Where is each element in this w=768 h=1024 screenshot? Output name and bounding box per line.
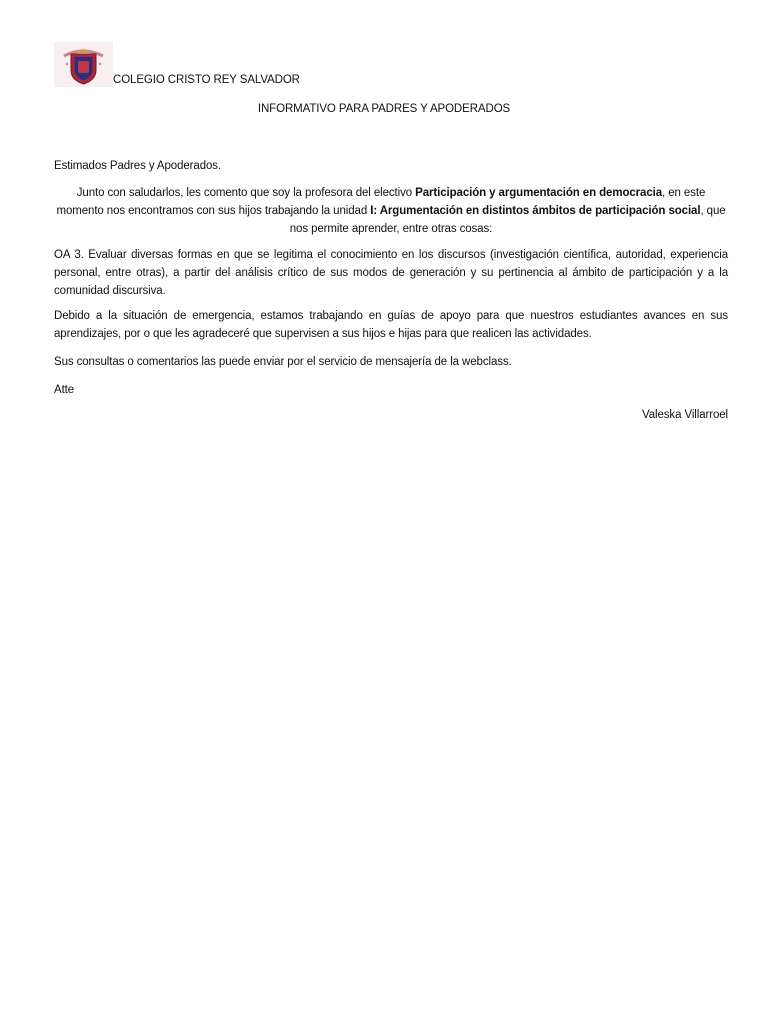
elective-name: Participación y argumentación en democracia — [415, 187, 663, 199]
emergency-paragraph: Debido a la situación de emergencia, estamos trabajando en guías de apoyo para que nuestros estudiantes avances en sus aprendizajes, por o que les agradeceré que supervisen a sus hijos e hijas para que realicen las actividades. — [54, 310, 728, 340]
school-crest-icon — [54, 42, 113, 87]
intro-text-3: , que nos permite aprender, entre otras cosas: — [289, 205, 726, 235]
closing: Atte — [54, 384, 75, 396]
greeting: Estimados Padres y Apoderados. — [54, 160, 222, 172]
document-title: INFORMATIVO PARA PADRES Y APODERADOS — [257, 103, 511, 115]
school-name: COLEGIO CRISTO REY SALVADOR — [113, 74, 300, 86]
unit-name: I: Argumentación en distintos ámbitos de participación social — [370, 205, 701, 217]
learning-objective: OA 3. Evaluar diversas formas en que se legitima el conocimiento en los discursos (investigación científica, autoridad, experiencia personal, entre otras), a partir del análisis crítico de sus modos de generación y su pertinencia al ámbito de participación y a la comunidad discursiva. — [54, 249, 728, 297]
intro-paragraph — [54, 184, 728, 238]
intro-text-1: Junto con saludarlos, les comento que soy la profesora del electivo — [76, 187, 416, 199]
contact-paragraph: Sus consultas o comentarios las puede enviar por el servicio de mensajería de la webclass. — [54, 356, 512, 368]
signature: Valeska Villarroel — [642, 409, 728, 421]
intro-text-2: , en este momento nos encontramos con sus hijos trabajando la unidad — [56, 187, 706, 217]
